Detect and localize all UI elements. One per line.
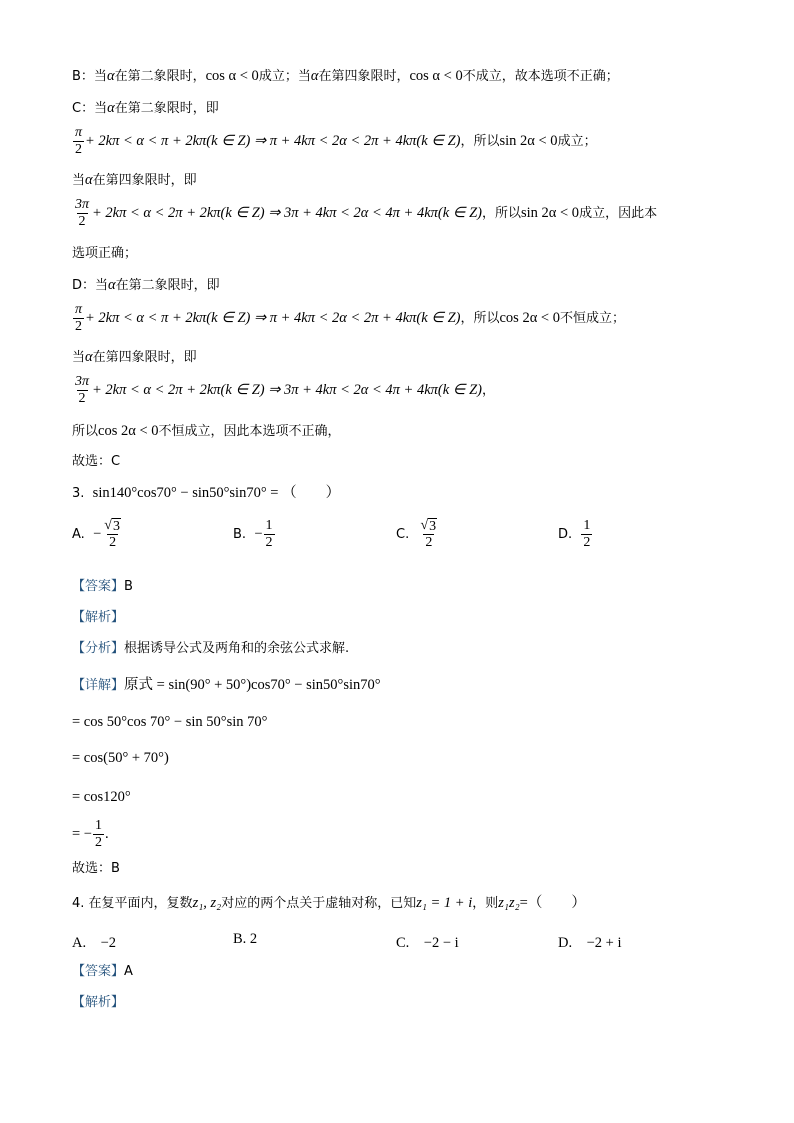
option-b xyxy=(233,518,276,551)
conclusion-expr: cos 2α < 0 xyxy=(499,310,560,326)
z1z2-product: z₁z₂ xyxy=(498,895,520,911)
text: 不成立，故本选项不正确； xyxy=(462,69,619,84)
q4-analysis xyxy=(72,994,124,1012)
text: B. 2 xyxy=(233,931,258,947)
answer-value: B xyxy=(124,579,133,594)
text: ，则 xyxy=(472,896,499,911)
text: ， xyxy=(481,383,495,398)
text: 不恒成立； xyxy=(559,311,625,326)
option-c xyxy=(396,518,440,551)
conclusion-expr: sin 2α < 0 xyxy=(520,205,580,221)
text: D. xyxy=(558,527,573,542)
text: B. xyxy=(233,527,247,542)
conclusion-expr: cos 2α < 0 xyxy=(98,423,159,439)
part-c-heading-2 xyxy=(72,171,197,190)
question-stem: sin140°cos70° − sin50°sin70° = （ ） xyxy=(92,485,341,501)
numerator: 1 xyxy=(583,518,591,533)
alpha-symbol: α xyxy=(107,100,115,116)
numerator: 3π xyxy=(75,197,90,212)
inequality-chain: + 2kπ < α < 2π + 2kπ(k ∈ Z) ⇒ 3π + 4kπ < 2α < 4π + 4kπ(k ∈ Z) xyxy=(92,382,482,398)
z1-equation: z₁ = 1 + i xyxy=(416,895,473,911)
text: 故选：C xyxy=(72,454,121,469)
answer-tag: 【答案】 xyxy=(72,579,125,594)
denominator: 2 xyxy=(109,535,117,550)
fraction-3pi-over-2 xyxy=(73,374,91,407)
analysis-tag: 【解析】 xyxy=(72,995,125,1010)
step-expr: = cos120° xyxy=(72,789,131,805)
cos-alpha-expr: cos α < 0 xyxy=(205,68,259,84)
text: 不恒成立，因此本选项不正确， xyxy=(158,424,341,439)
text: 当 xyxy=(95,278,109,293)
text: 当 xyxy=(72,173,86,188)
fraction-1-over-2 xyxy=(581,518,592,551)
q4-option-c xyxy=(396,931,459,952)
text: 当 xyxy=(72,350,86,365)
text: =（ ） xyxy=(519,895,586,911)
text: 对应的两个点关于虚轴对称，已知 xyxy=(221,896,417,911)
alpha-symbol: α xyxy=(310,68,319,84)
sqrt-symbol: √ 3 xyxy=(104,518,120,534)
part-c-eq2 xyxy=(72,197,657,230)
denominator: 2 xyxy=(265,535,273,550)
q4-option-a xyxy=(72,931,116,952)
radicand: 3 xyxy=(429,519,437,534)
answer-tag: 【答案】 xyxy=(72,964,125,979)
text: A. −2 xyxy=(72,935,117,951)
text: 当 xyxy=(93,69,107,84)
part-d-heading-2 xyxy=(72,348,197,367)
text: 在复平面内，复数 xyxy=(88,896,193,911)
text: ，所以 xyxy=(460,134,500,149)
text: C. xyxy=(396,527,410,542)
numerator: 3π xyxy=(75,374,90,389)
inequality-chain: + 2kπ < α < π + 2kπ(k ∈ Z) ⇒ π + 4kπ < 2α < 2π + 4kπ(k ∈ Z) xyxy=(85,310,461,326)
alpha-symbol: α xyxy=(106,68,115,84)
numerator: π xyxy=(75,125,83,140)
text: 在第二象限时，即 xyxy=(115,278,220,293)
q3-answer xyxy=(72,578,133,596)
part-d-eq2 xyxy=(72,374,495,407)
fraction-pi-over-2 xyxy=(73,125,84,158)
answer-q2 xyxy=(72,453,120,471)
question-number: 3. xyxy=(72,486,85,501)
question-4-stem xyxy=(72,894,586,913)
denominator: 2 xyxy=(75,319,82,334)
q3-step4 xyxy=(72,818,109,851)
text: − xyxy=(254,526,263,542)
part-b-label: B： xyxy=(72,69,94,84)
step-expr: 原式 = sin(90° + 50°)cos70° − sin50°sin70° xyxy=(124,677,381,693)
part-c-continuation xyxy=(72,245,137,263)
denominator: 2 xyxy=(78,391,86,406)
fenxi-text: 根据诱导公式及两角和的余弦公式求解. xyxy=(124,641,350,656)
text: D. −2 + i xyxy=(558,935,622,951)
part-b-line xyxy=(72,67,619,86)
analysis-tag: 【解析】 xyxy=(72,610,125,625)
question-number: 4. xyxy=(72,896,85,911)
inequality-chain: + 2kπ < α < π + 2kπ(k ∈ Z) ⇒ π + 4kπ < 2α < 2π + 4kπ(k ∈ Z) xyxy=(85,133,461,149)
part-c-heading xyxy=(72,99,219,118)
text: 故选：B xyxy=(72,861,120,876)
q3-detail-step0 xyxy=(72,676,381,695)
text: ，所以 xyxy=(481,206,521,221)
fraction-3pi-over-2 xyxy=(73,197,91,230)
conclusion-expr: sin 2α < 0 xyxy=(499,133,558,149)
fraction-1-over-2 xyxy=(264,518,275,551)
part-c-label: C： xyxy=(72,101,95,116)
text: − xyxy=(93,526,102,542)
text: 在第二象限时， xyxy=(114,69,206,84)
text: 成立；当 xyxy=(258,69,311,84)
step-expr: = − xyxy=(72,826,92,842)
denominator: 2 xyxy=(75,142,82,157)
q3-step1 xyxy=(72,713,267,732)
text: 当 xyxy=(94,101,108,116)
alpha-symbol: α xyxy=(85,349,93,365)
q4-answer xyxy=(72,963,133,981)
text: C. −2 − i xyxy=(396,935,459,951)
numerator: π xyxy=(75,302,83,317)
text: 成立，因此本 xyxy=(579,206,658,221)
text: 在第四象限时， xyxy=(318,69,410,84)
text: 选项正确； xyxy=(72,246,138,261)
text: 所以 xyxy=(72,424,99,439)
text: 在第四象限时，即 xyxy=(92,173,197,188)
text: ，所以 xyxy=(460,311,500,326)
alpha-symbol: α xyxy=(85,172,93,188)
numerator: 1 xyxy=(265,518,273,533)
q4-option-b xyxy=(233,931,257,948)
numerator: 1 xyxy=(94,818,102,833)
q3-step3 xyxy=(72,788,131,807)
sqrt-symbol: √ 3 xyxy=(420,518,437,534)
denominator: 2 xyxy=(583,535,591,550)
q3-select xyxy=(72,860,120,878)
part-d-heading xyxy=(72,276,220,295)
step-expr: = cos(50° + 70°) xyxy=(72,750,169,766)
fraction-pi-over-2 xyxy=(73,302,84,335)
text: 成立； xyxy=(557,134,597,149)
fraction-sqrt3-over-2 xyxy=(418,518,439,551)
text: . xyxy=(104,826,109,842)
fraction-1-over-2 xyxy=(93,818,104,851)
option-a xyxy=(72,518,124,551)
part-d-eq1 xyxy=(72,302,625,335)
inequality-chain: + 2kπ < α < 2π + 2kπ(k ∈ Z) ⇒ 3π + 4kπ < 2α < 4π + 4kπ(k ∈ Z) xyxy=(92,205,482,221)
alpha-symbol: α xyxy=(108,277,116,293)
part-c-eq1 xyxy=(72,125,597,158)
part-d-label: D： xyxy=(72,278,96,293)
answer-value: A xyxy=(124,964,133,979)
denominator: 2 xyxy=(78,214,86,229)
cos-alpha-expr: cos α < 0 xyxy=(409,68,463,84)
fenxi-tag: 【分析】 xyxy=(72,641,125,656)
text: 在第四象限时，即 xyxy=(92,350,197,365)
xiangjie-tag: 【详解】 xyxy=(72,678,125,693)
z1-z2-symbol: z₁, z₂ xyxy=(192,895,222,911)
part-d-conclusion xyxy=(72,422,341,441)
q4-option-d xyxy=(558,931,621,952)
q3-fenxi xyxy=(72,640,349,658)
option-d xyxy=(558,518,593,551)
radicand: 3 xyxy=(112,519,120,534)
question-3-stem xyxy=(72,484,340,503)
fraction-sqrt3-over-2 xyxy=(102,518,123,551)
text: 在第二象限时，即 xyxy=(114,101,219,116)
q3-step2 xyxy=(72,749,169,768)
q3-analysis xyxy=(72,609,124,627)
step-expr: = cos 50°cos 70° − sin 50°sin 70° xyxy=(72,714,268,730)
denominator: 2 xyxy=(94,835,102,850)
denominator: 2 xyxy=(425,535,433,550)
text: A. xyxy=(72,527,85,542)
